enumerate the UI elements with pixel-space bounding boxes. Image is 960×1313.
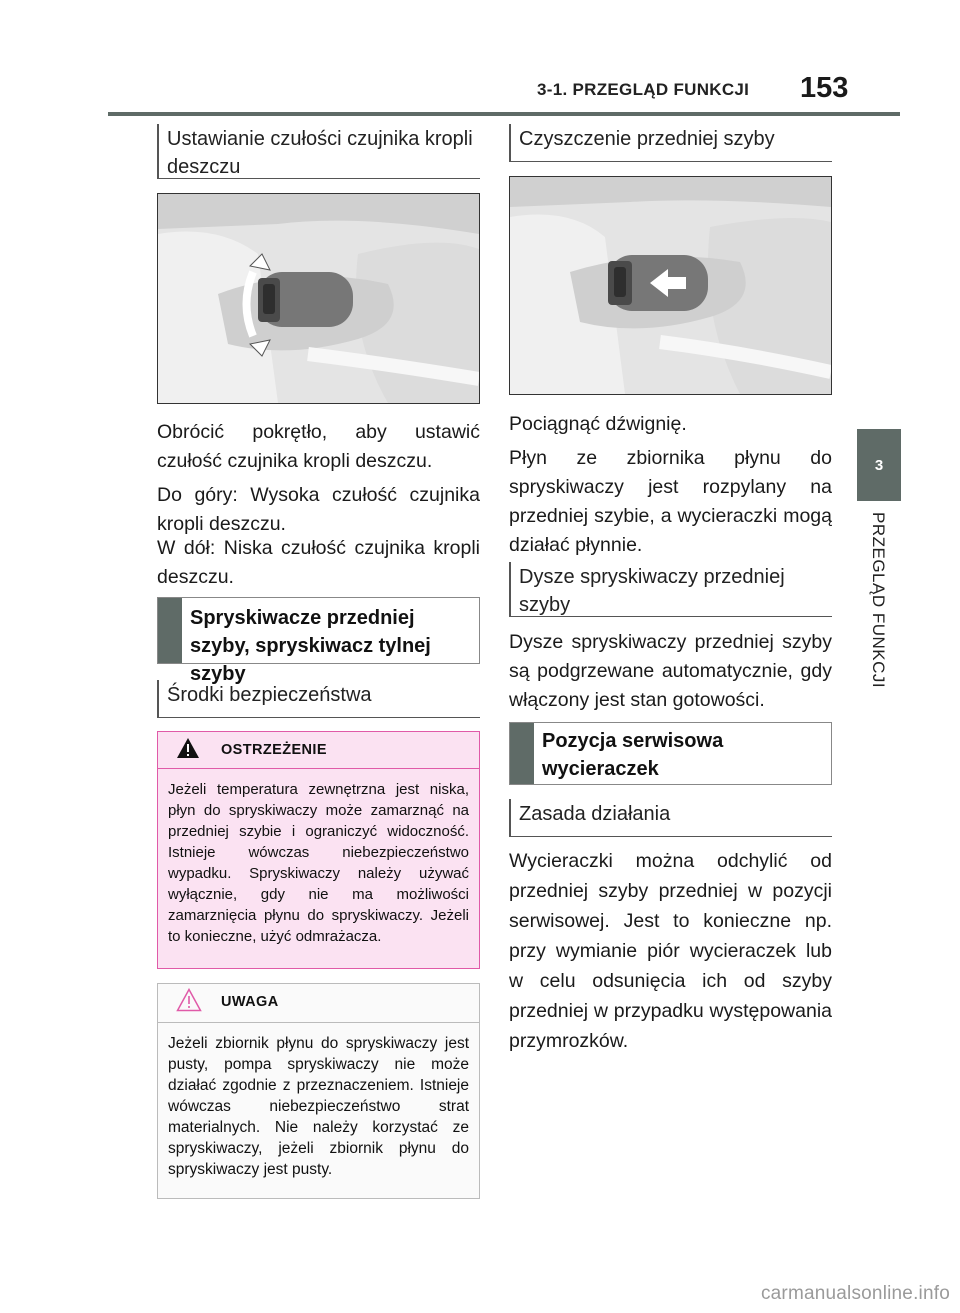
caution-title: UWAGA <box>221 994 279 1010</box>
page-number: 153 <box>800 72 849 104</box>
header-divider <box>108 112 900 116</box>
section-title: 3-1. PRZEGLĄD FUNKCJI <box>537 80 750 99</box>
warning-text: Jeżeli temperatura zewnętrzna jest niska, płyn do spryskiwaczy może zamarznąć na przedniej szybie i ograniczyć widoczność. Istnieje wówczas niebezpieczeństwo wypadku. Spryskiwaczy należy używać wyłącznie, gdy nie ma możliwości zamarznięcia płynu do spryskiwaczy. Jeżeli to konieczne, użyć odmrażacza. <box>168 781 469 945</box>
paragraph-fluid-spray: Płyn ze zbiornika płynu do spryskiwaczy jest rozpylany na przedniej szybie, a wycieraczki mogą działać płynnie. <box>509 447 832 556</box>
heading-safety: Środki bezpieczeństwa <box>157 680 480 718</box>
paragraph-heated-nozzles: Dysze spryskiwaczy przedniej szyby są podgrzewane automatycznie, gdy włączony jest stan gotowości. <box>509 631 832 711</box>
paragraph-pull-lever: Pociągnąć dźwignię. <box>509 413 687 435</box>
stalk-icon <box>258 272 353 327</box>
warning-triangle-icon <box>176 737 200 759</box>
heading-accent-bar <box>510 723 534 784</box>
caution-header <box>158 984 479 1023</box>
section-heading-service-position <box>509 722 832 785</box>
caution-triangle-icon <box>176 988 202 1012</box>
chapter-tab[interactable]: 3 <box>857 429 901 501</box>
heading-operating-principle: Zasada działania <box>509 799 832 837</box>
heading-rain-sensor-sensitivity: Ustawianie czułości czujnika kropli deszczu <box>157 124 480 179</box>
caution-box <box>157 983 480 1199</box>
warning-title: OSTRZEŻENIE <box>221 742 327 758</box>
paragraph-down-low: W dół: Niska czułość czujnika kropli deszczu. <box>157 537 480 588</box>
paragraph-up-high: Do góry: Wysoka czułość czujnika kropli deszczu. <box>157 484 480 535</box>
paragraph-turn-knob: Obrócić pokrętło, aby ustawić czułość czujnika kropli deszczu. <box>157 421 480 472</box>
heading-washers-text: Spryskiwacze przedniej szyby, spryskiwacz tylnej szyby <box>190 607 431 685</box>
caution-text: Jeżeli zbiornik płynu do spryskiwaczy jest pusty, pompa spryskiwaczy nie może działać zgodnie z przeznaczeniem. Istnieje wówczas niebezpieczeństwo strat materialnych. Nie należy korzystać ze spryskiwaczy, jeżeli zbiornik płynu do spryskiwaczy jest pusty. <box>168 1035 469 1178</box>
heading-windshield-cleaning: Czyszczenie przedniej szyby <box>509 124 832 162</box>
warning-header <box>158 732 479 769</box>
rain-sensor-knob-image <box>157 193 480 404</box>
section-heading-washers <box>157 597 480 685</box>
warning-box <box>157 731 480 969</box>
heading-service-text: Pozycja serwisowa wycieraczek <box>542 730 724 780</box>
watermark: carmanualsonline.info <box>760 1283 950 1304</box>
heading-washer-nozzles: Dysze spryskiwaczy przedniej szyby <box>509 562 832 617</box>
heading-accent-bar <box>158 598 182 663</box>
paragraph-service-position: Wycieraczki można odchylić od przedniej szyby przedniej w pozycji serwisowej. Jest to konieczne np. przy wymianie piór wycieraczek lub w celu odsunięcia ich od szyby przedniej w przypadku występowania przymrozków. <box>509 850 832 1052</box>
chapter-label: PRZEGLĄD FUNKCJI <box>869 512 888 689</box>
wiper-lever-image <box>509 176 832 395</box>
